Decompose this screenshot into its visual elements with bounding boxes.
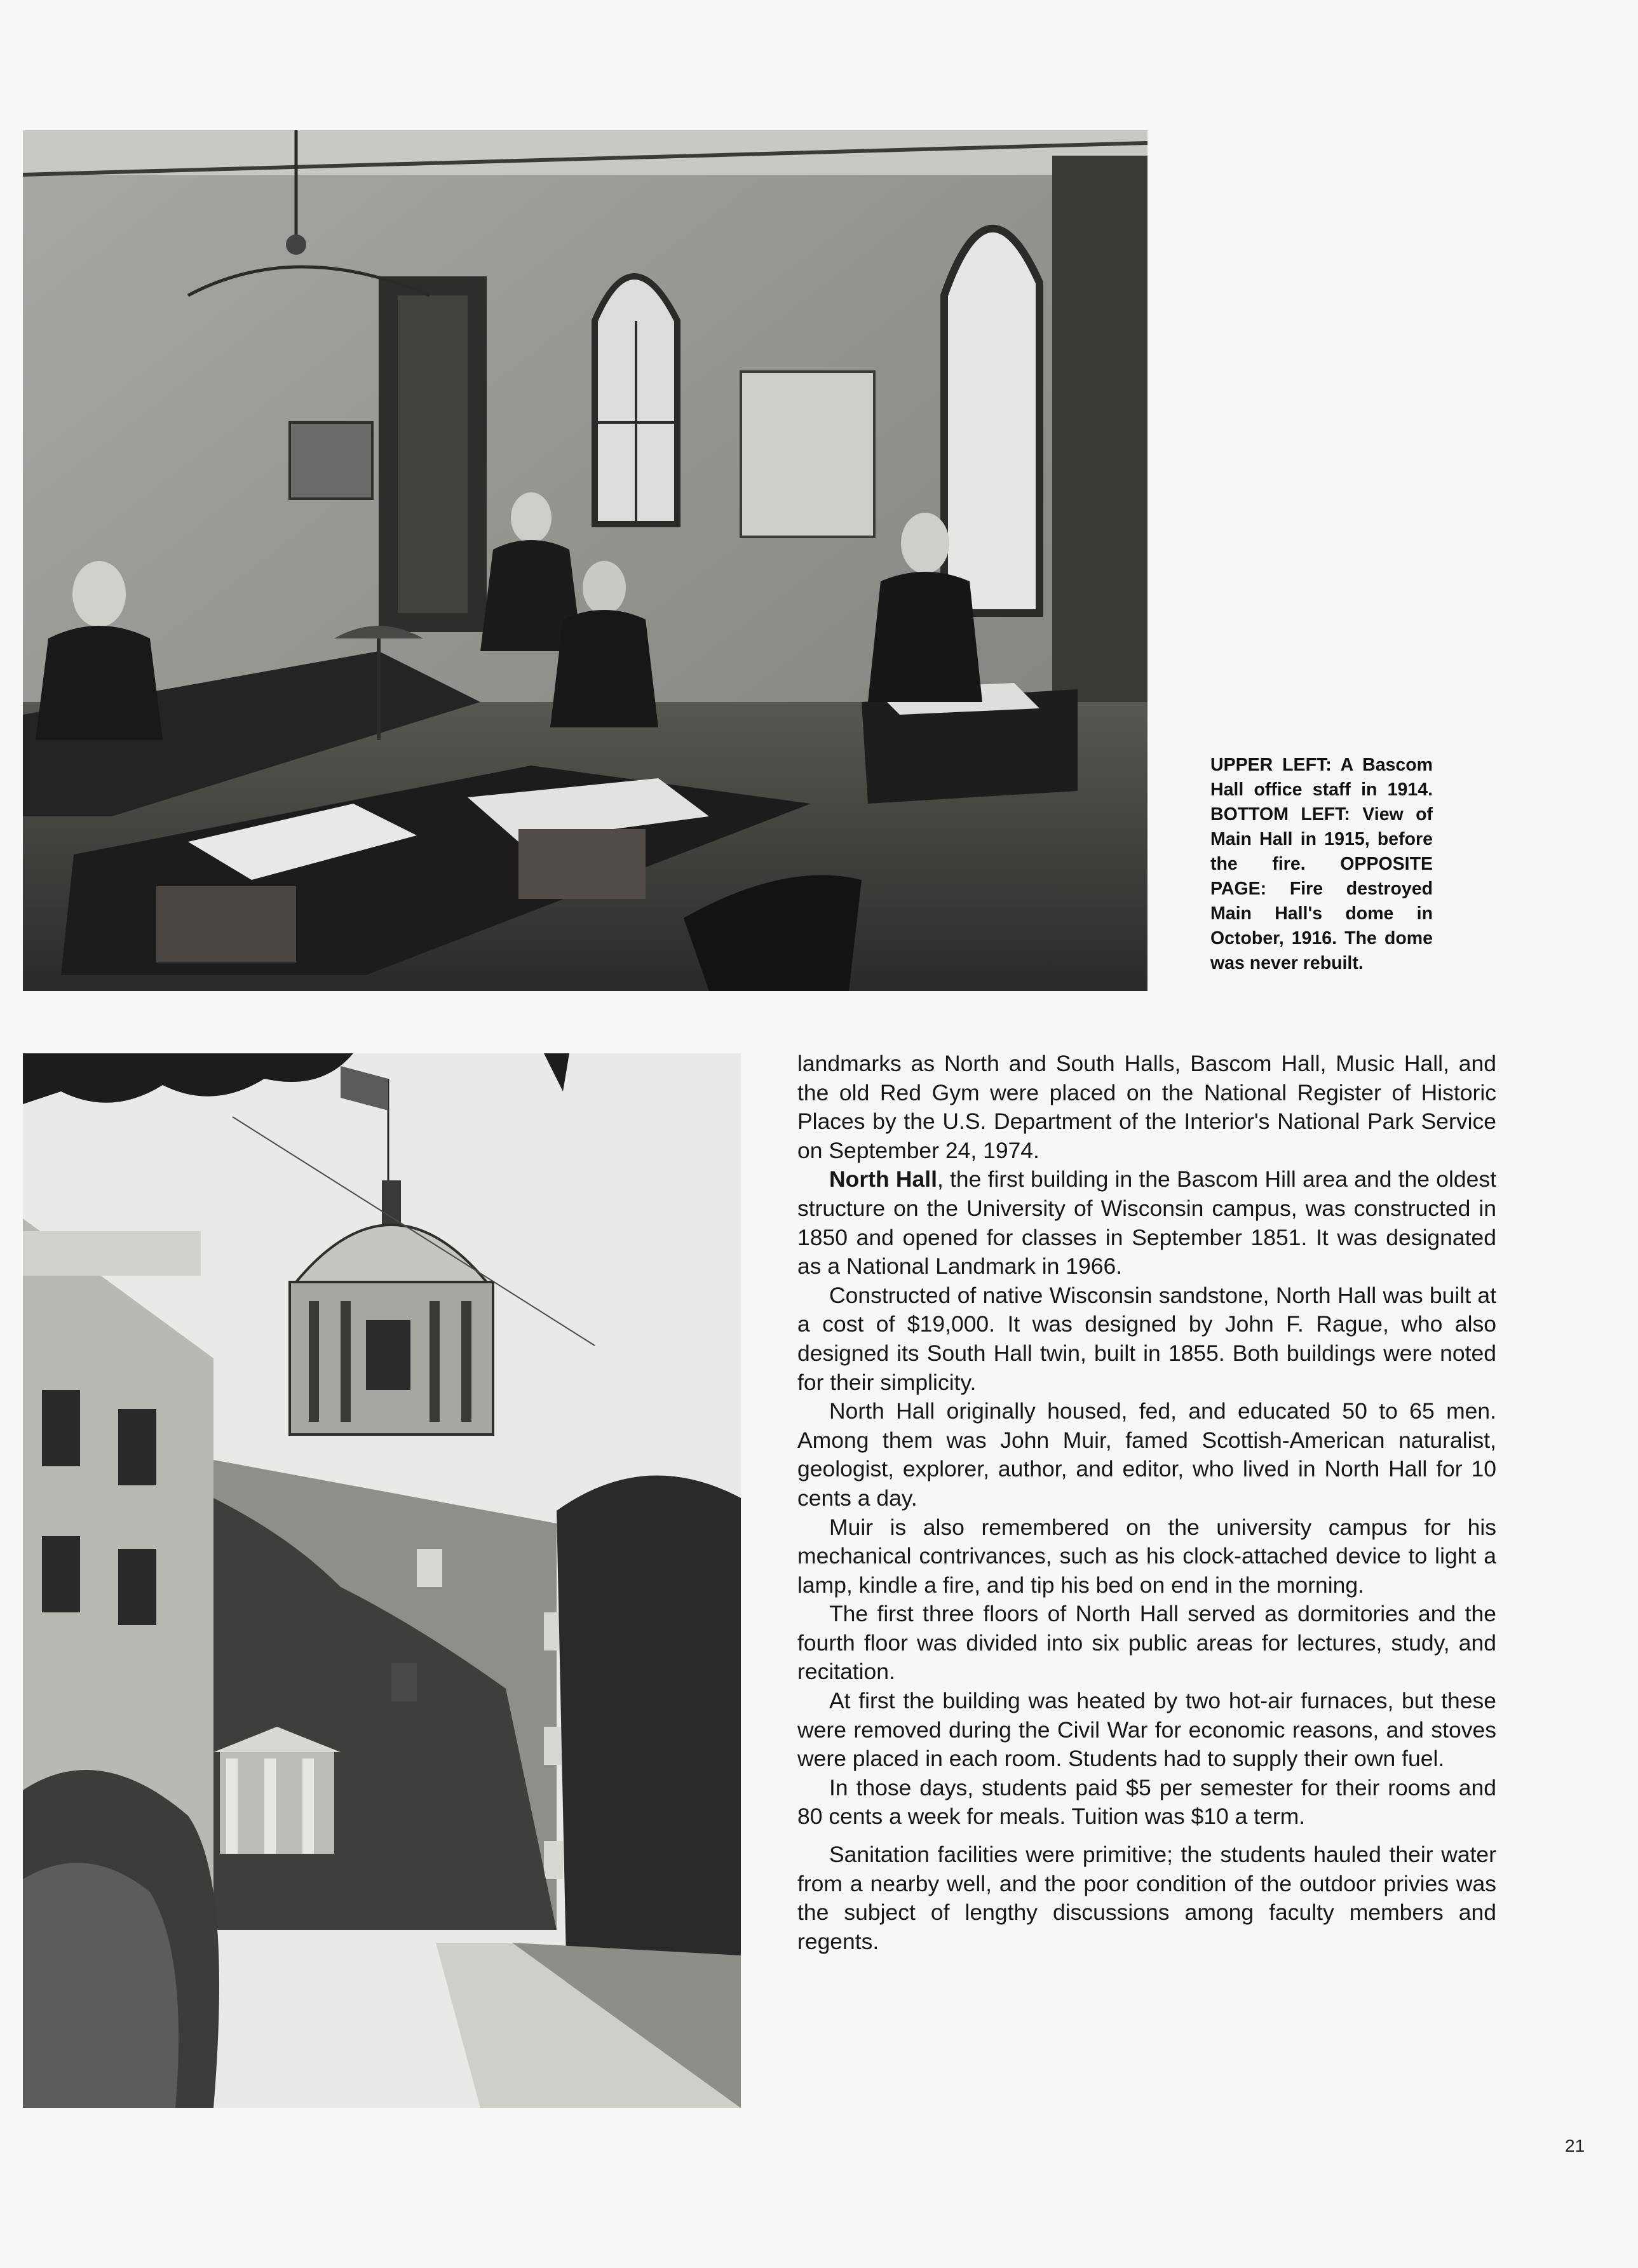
article-paragraph-2 bbox=[797, 1165, 1496, 1281]
north-hall-lead: North Hall bbox=[829, 1166, 937, 1192]
article-paragraph-4: North Hall originally housed, fed, and educated 50 to 65 men. Among them was John Muir, famed Scottish-American naturalist, geologist, explorer, author, and editor, who lived in North Hall for 10 cents a day. bbox=[797, 1398, 1496, 1511]
caption-opposite-text: Fire destroyed Main Hall's dome in October, 1916. The dome was never rebuilt. bbox=[1210, 879, 1433, 973]
page-number: 21 bbox=[1565, 2136, 1585, 2156]
main-hall-photo bbox=[23, 1053, 741, 2108]
article-paragraph-2-text: , the first building in the Bascom Hill area and the oldest structure on the University of Wisconsin campus, was constructed in 1850 and opened for classes in September 1851. It was designated as a National Landmark in 1966. bbox=[797, 1166, 1496, 1279]
office-staff-photo bbox=[23, 130, 1147, 991]
article-paragraph-7: At first the building was heated by two hot-air furnaces, but these were removed during the Civil War for economic reasons, and stoves were placed in each room. Students had to supply their own fuel. bbox=[797, 1688, 1496, 1772]
article-paragraph-9: Sanitation facilities were primitive; the students hauled their water from a nearby well, and the poor condition of the outdoor privies was the subject of lengthy discussions among faculty members and regents. bbox=[797, 1842, 1496, 1954]
caption-bottom-left-label: BOTTOM LEFT: bbox=[1210, 804, 1363, 825]
article-paragraph-8: In those days, students paid $5 per semester for their rooms and 80 cents a week for meals. Tuition was $10 a term. bbox=[797, 1774, 1496, 1830]
caption-bottom-left-text: View of Main Hall in 1915, before the fire. bbox=[1210, 804, 1433, 874]
article-paragraph-5: Muir is also remembered on the university campus for his mechanical contrivances, such as his clock-attached device to light a lamp, kindle a fire, and tip his bed on end in the morning. bbox=[797, 1514, 1496, 1598]
caption-opposite-label: OPPOSITE PAGE: bbox=[1210, 854, 1433, 899]
photo-caption bbox=[1210, 753, 1433, 976]
article-paragraph-6: The first three floors of North Hall served as dormitories and the fourth floor was divided into six public areas for lectures, study, and recitation. bbox=[797, 1601, 1496, 1685]
caption-upper-left-label: UPPER LEFT: bbox=[1210, 755, 1341, 775]
article-body bbox=[797, 1050, 1496, 1956]
article-paragraph-3: Constructed of native Wisconsin sandstone, North Hall was built at a cost of $19,000. It was designed by John F. Rague, who also designed its South Hall twin, built in 1855. Both buildings were noted for their simplicity. bbox=[797, 1282, 1496, 1395]
article-paragraph-1: landmarks as North and South Halls, Bascom Hall, Music Hall, and the old Red Gym were placed on the National Register of Historic Places by the U.S. Department of the Interior's National Park Service on September 24, 1974. bbox=[797, 1051, 1496, 1163]
office-staff-illustration bbox=[23, 130, 1147, 991]
caption-upper-left-text: A Bascom Hall office staff in 1914. bbox=[1210, 755, 1433, 800]
main-hall-illustration bbox=[23, 1053, 741, 2108]
